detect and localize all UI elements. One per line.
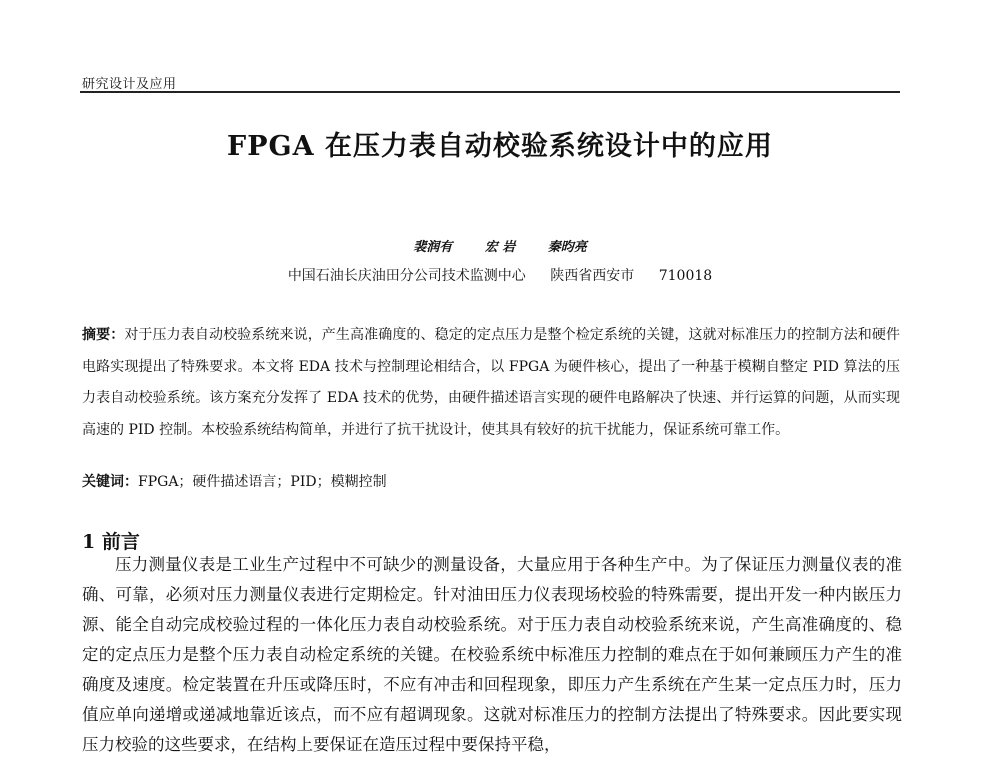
author-name: 秦昀亮 xyxy=(547,240,587,255)
header-divider xyxy=(80,91,900,93)
affiliation-postcode: 710018 xyxy=(658,268,713,284)
affiliation-location: 陕西省西安市 xyxy=(550,268,635,284)
author-name: 宏 岩 xyxy=(484,240,516,255)
abstract-text: 对于压力表自动校验系统来说，产生高准确度的、稳定的定点压力是整个检定系统的关键，这就对标准压力的控制方法和硬件电路实现提出了特殊要求。本文将 EDA 技术与控制理论相结合，以 FPGA 为硬件核心，提出了一种基于模糊自整定 PID 算法的压力表自动校验系统。该方案充分发挥了 EDA 技术的优势，由硬件描述语言实现的硬件电路解决了快速、并行运算的问题，从而实现高速的 PID 控制。本校验系统结构简单，并进行了抗干扰设计，使其具有较好的抗干扰能力，保证系统可靠工作。 xyxy=(82,327,901,438)
journal-section-label: 研究设计及应用 xyxy=(82,77,177,92)
section-heading: 1 前言 xyxy=(82,531,140,553)
author-list xyxy=(0,236,1000,255)
section-body: 压力测量仪表是工业生产过程中不可缺少的测量设备，大量应用于各种生产中。为了保证压力测量仪表的准确、可靠，必须对压力测量仪表进行定期检定。针对油田压力仪表现场校验的特殊需要，提出开发一种内嵌压力源、能全自动完成校验过程的一体化压力表自动校验系统。对于压力表自动校验系统来说，产生高准确度的、稳定的定点压力是整个压力表自动检定系统的关键。在校验系统中标准压力控制的难点在于如何兼顾压力产生的准确度及速度。检定装置在升压或降压时，不应有冲击和回程现象，即压力产生系统在产生某一定点压力时，压力值应单向递增或递减地靠近该点，而不应有超调现象。这就对标准压力的控制方法提出了特殊要求。因此要实现压力校验的这些要求，在结构上要保证在造压过程中要保持平稳， xyxy=(82,555,902,754)
keywords xyxy=(82,472,900,492)
affiliation xyxy=(0,265,1000,285)
author-name: 裴润有 xyxy=(413,240,453,255)
keywords-text: FPGA；硬件描述语言；PID；模糊控制 xyxy=(138,474,387,490)
abstract xyxy=(82,320,900,446)
keywords-label: 关键词： xyxy=(82,474,138,490)
abstract-label: 摘要： xyxy=(82,327,125,343)
paper-title: FPGA 在压力表自动校验系统设计中的应用 xyxy=(227,131,773,162)
affiliation-org: 中国石油长庆油田分公司技术监测中心 xyxy=(287,268,526,284)
